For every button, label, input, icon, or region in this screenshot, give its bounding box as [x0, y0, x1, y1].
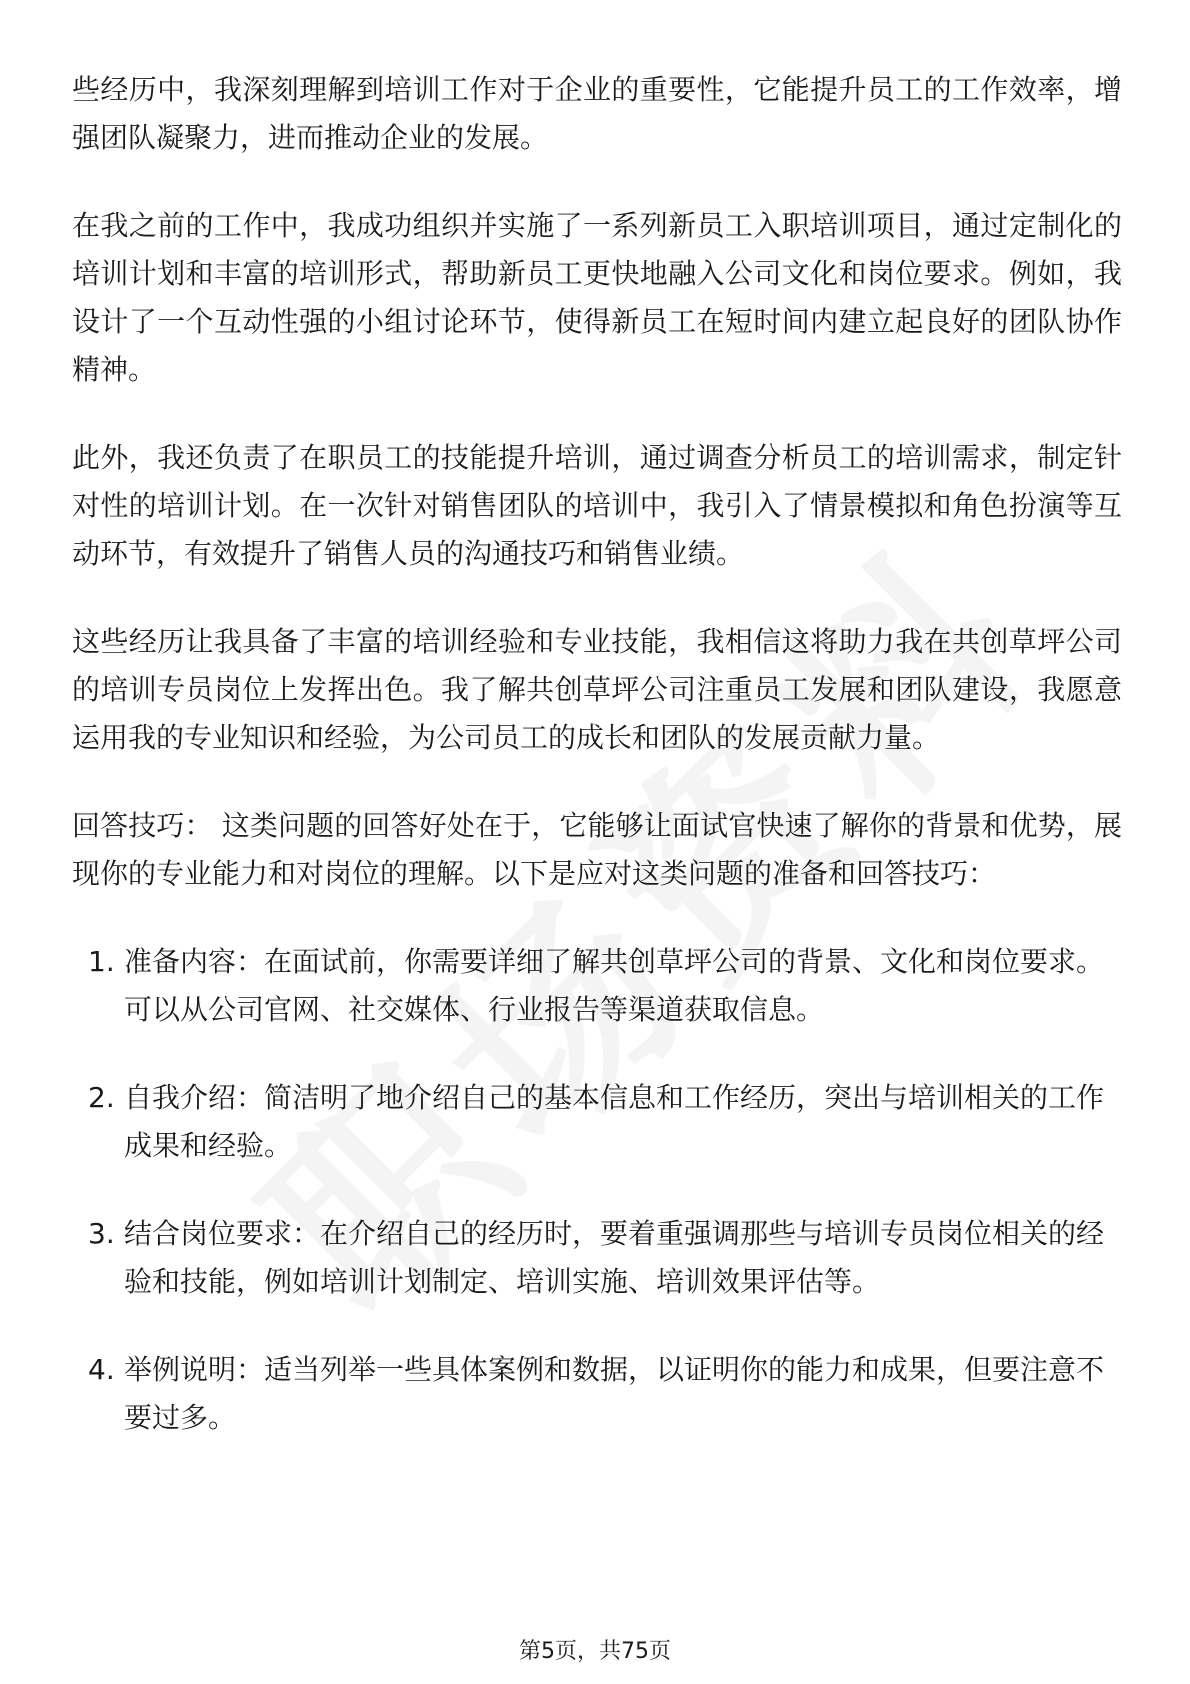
list-item-text: 准备内容：在面试前，你需要详细了解共创草坪公司的背景、文化和岗位要求。可以从公司官网、社交媒体、行业报告等渠道获取信息。 [124, 945, 1105, 1026]
paragraph-onboarding-training: 在我之前的工作中，我成功组织并实施了一系列新员工入职培训项目，通过定制化的培训计划和丰富的培训形式，帮助新员工更快地融入公司文化和岗位要求。例如，我设计了一个互动性强的小组讨论环节，使得新员工在短时间内建立起良好的团队协作精神。 [72, 209, 1122, 386]
list-item-number: 3. [88, 1217, 115, 1250]
paragraph-conclusion: 这些经历让我具备了丰富的培训经验和专业技能，我相信这将助力我在共创草坪公司的培训专员岗位上发挥出色。我了解共创草坪公司注重员工发展和团队建设，我愿意运用我的专业知识和经验，为公司员工的成长和团队的发展贡献力量。 [72, 625, 1122, 754]
paragraph-answer-tips: 回答技巧： 这类问题的回答好处在于，它能够让面试官快速了解你的背景和优势，展现你的专业能力和对岗位的理解。以下是应对这类问题的准备和回答技巧： [72, 809, 1122, 890]
paragraph-skills-training: 此外，我还负责了在职员工的技能提升培训，通过调查分析员工的培训需求，制定针对性的培训计划。在一次针对销售团队的培训中，我引入了情景模拟和角色扮演等互动环节，有效提升了销售人员的沟通技巧和销售业绩。 [72, 441, 1122, 570]
list-item [72, 1210, 1122, 1306]
list-item-text: 自我介绍：简洁明了地介绍自己的基本信息和工作经历，突出与培训相关的工作成果和经验。 [124, 1081, 1105, 1162]
list-item-number: 4. [88, 1353, 115, 1386]
list-item-text: 举例说明：适当列举一些具体案例和数据，以证明你的能力和成果，但要注意不要过多。 [124, 1353, 1105, 1434]
list-item [72, 938, 1122, 1034]
page-footer: 第5页，共75页 [519, 1639, 671, 1664]
list-item [72, 1074, 1122, 1170]
list-item-text: 结合岗位要求：在介绍自己的经历时，要着重强调那些与培训专员岗位相关的经验和技能，例如培训计划制定、培训实施、培训效果评估等。 [124, 1217, 1105, 1298]
list-item [72, 1346, 1122, 1442]
tips-list [72, 938, 1122, 1442]
list-item-number: 2. [88, 1081, 115, 1114]
list-item-number: 1. [88, 945, 115, 978]
document-body [72, 66, 1122, 1482]
paragraph-experience-intro: 些经历中，我深刻理解到培训工作对于企业的重要性，它能提升员工的工作效率，增强团队凝聚力，进而推动企业的发展。 [72, 73, 1122, 154]
